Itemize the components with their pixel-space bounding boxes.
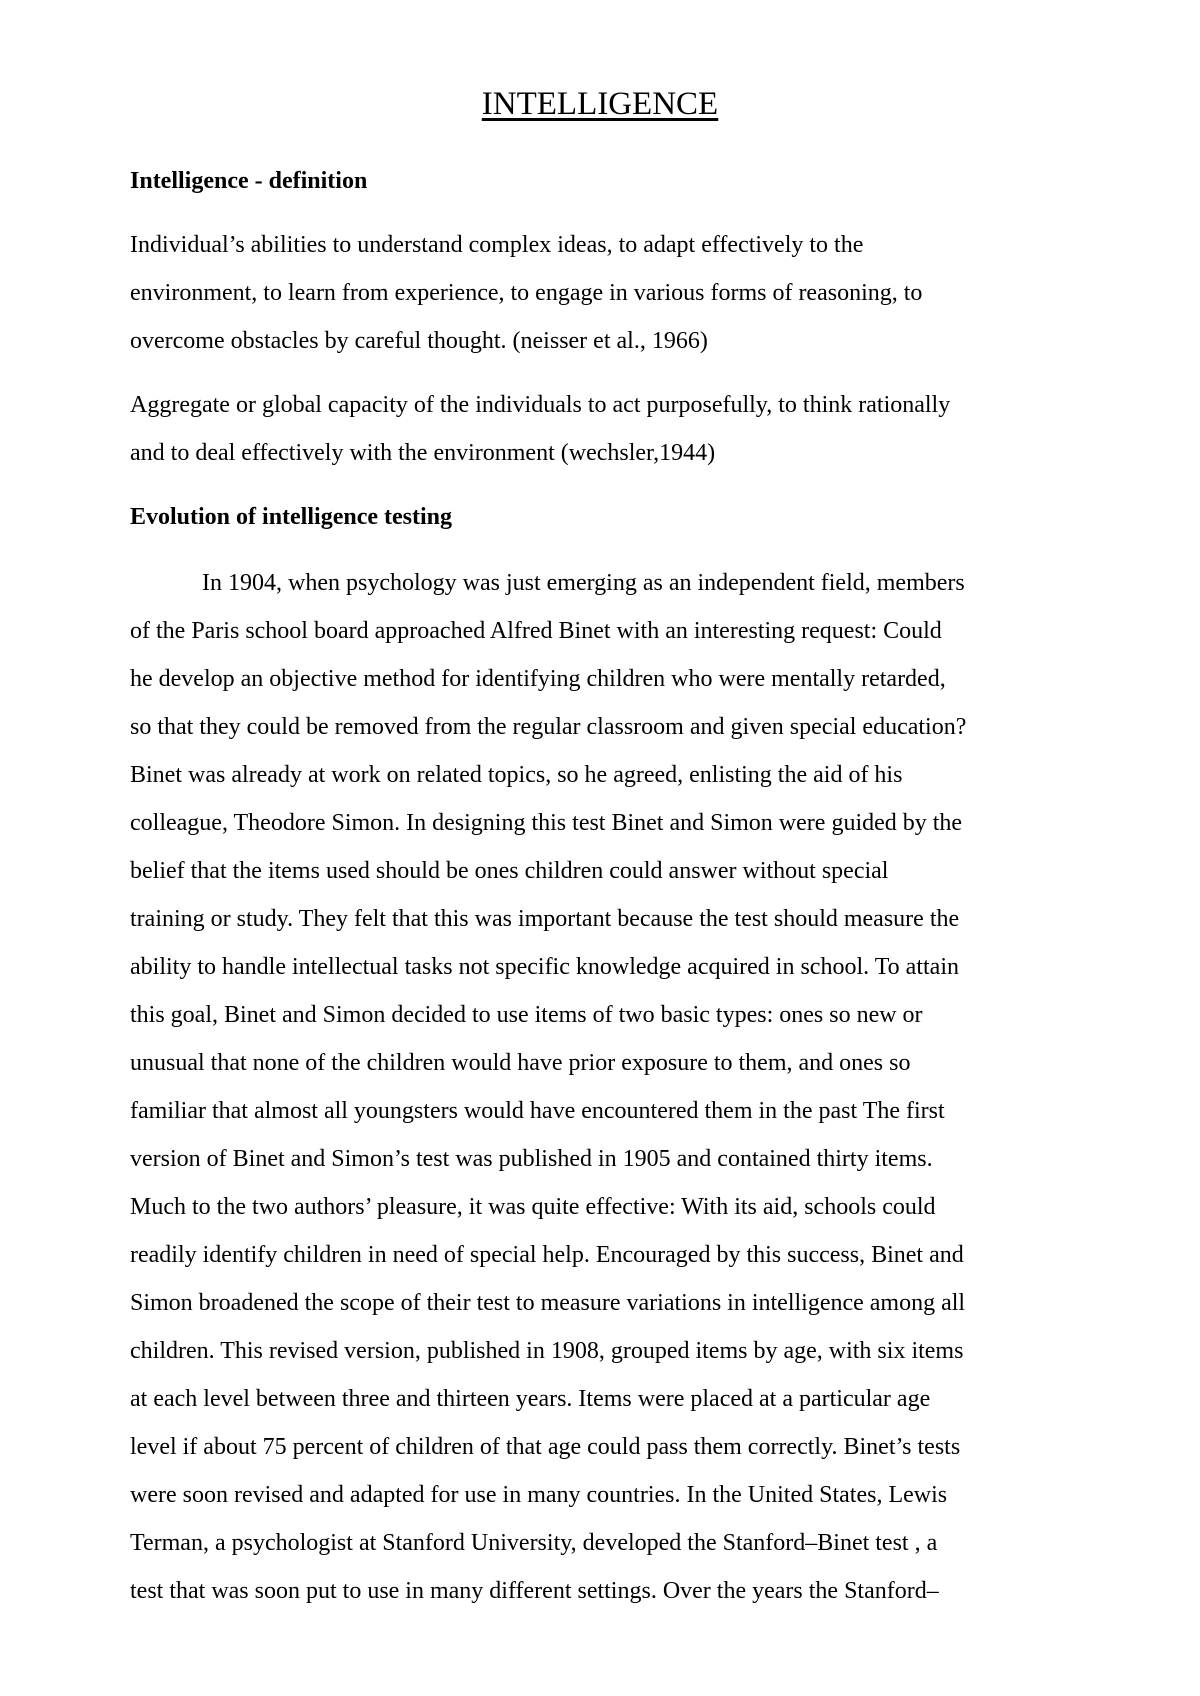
paragraph-line: Much to the two authors’ pleasure, it was quite effective: With its aid, schools could	[130, 1194, 936, 1220]
paragraph-line: training or study. They felt that this was important because the test should measure the	[130, 906, 960, 932]
paragraph-line: so that they could be removed from the regular classroom and given special education?	[130, 714, 967, 740]
paragraph-line: version of Binet and Simon’s test was published in 1905 and contained thirty items.	[130, 1146, 933, 1172]
paragraph-line: readily identify children in need of special help. Encouraged by this success, Binet and	[130, 1242, 964, 1268]
paragraph-line: overcome obstacles by careful thought. (neisser et al., 1966)	[130, 328, 708, 354]
evolution-paragraph	[130, 559, 1120, 1615]
paragraph-line: of the Paris school board approached Alfred Binet with an interesting request: Could	[130, 618, 942, 644]
paragraph-line: In 1904, when psychology was just emerging as an independent field, members	[202, 570, 965, 596]
paragraph-line: and to deal effectively with the environment (wechsler,1944)	[130, 440, 716, 466]
paragraph-line: Individual’s abilities to understand complex ideas, to adapt effectively to the	[130, 232, 864, 258]
paragraph-line: ability to handle intellectual tasks not specific knowledge acquired in school. To attain	[130, 954, 959, 980]
paragraph-line: unusual that none of the children would have prior exposure to them, and ones so	[130, 1050, 911, 1076]
definition-paragraph-1	[130, 221, 1120, 365]
paragraph-line: level if about 75 percent of children of that age could pass them correctly. Binet’s tests	[130, 1434, 961, 1460]
paragraph-line: colleague, Theodore Simon. In designing this test Binet and Simon were guided by the	[130, 810, 963, 836]
section-heading-evolution: Evolution of intelligence testing	[130, 504, 452, 530]
paragraph-line: he develop an objective method for identifying children who were mentally retarded,	[130, 666, 946, 692]
paragraph-line: were soon revised and adapted for use in many countries. In the United States, Lewis	[130, 1482, 948, 1508]
paragraph-line: Simon broadened the scope of their test to measure variations in intelligence among all	[130, 1290, 966, 1316]
paragraph-line: at each level between three and thirteen years. Items were placed at a particular age	[130, 1386, 931, 1412]
paragraph-line: familiar that almost all youngsters would have encountered them in the past The first	[130, 1098, 945, 1124]
paragraph-line: Terman, a psychologist at Stanford University, developed the Stanford–Binet test , a	[130, 1530, 938, 1556]
paragraph-line: environment, to learn from experience, to engage in various forms of reasoning, to	[130, 280, 923, 306]
paragraph-line: belief that the items used should be ones children could answer without special	[130, 858, 889, 884]
paragraph-line: Binet was already at work on related topics, so he agreed, enlisting the aid of his	[130, 762, 903, 788]
paragraph-line: children. This revised version, published in 1908, grouped items by age, with six items	[130, 1338, 964, 1364]
document-title: INTELLIGENCE	[481, 86, 719, 122]
definition-paragraph-2	[130, 381, 1120, 477]
section-heading-definition: Intelligence - definition	[130, 168, 368, 194]
paragraph-line: this goal, Binet and Simon decided to use items of two basic types: ones so new or	[130, 1002, 923, 1028]
paragraph-line: Aggregate or global capacity of the individuals to act purposefully, to think rationally	[130, 392, 951, 418]
paragraph-line: test that was soon put to use in many different settings. Over the years the Stanford–	[130, 1578, 939, 1604]
